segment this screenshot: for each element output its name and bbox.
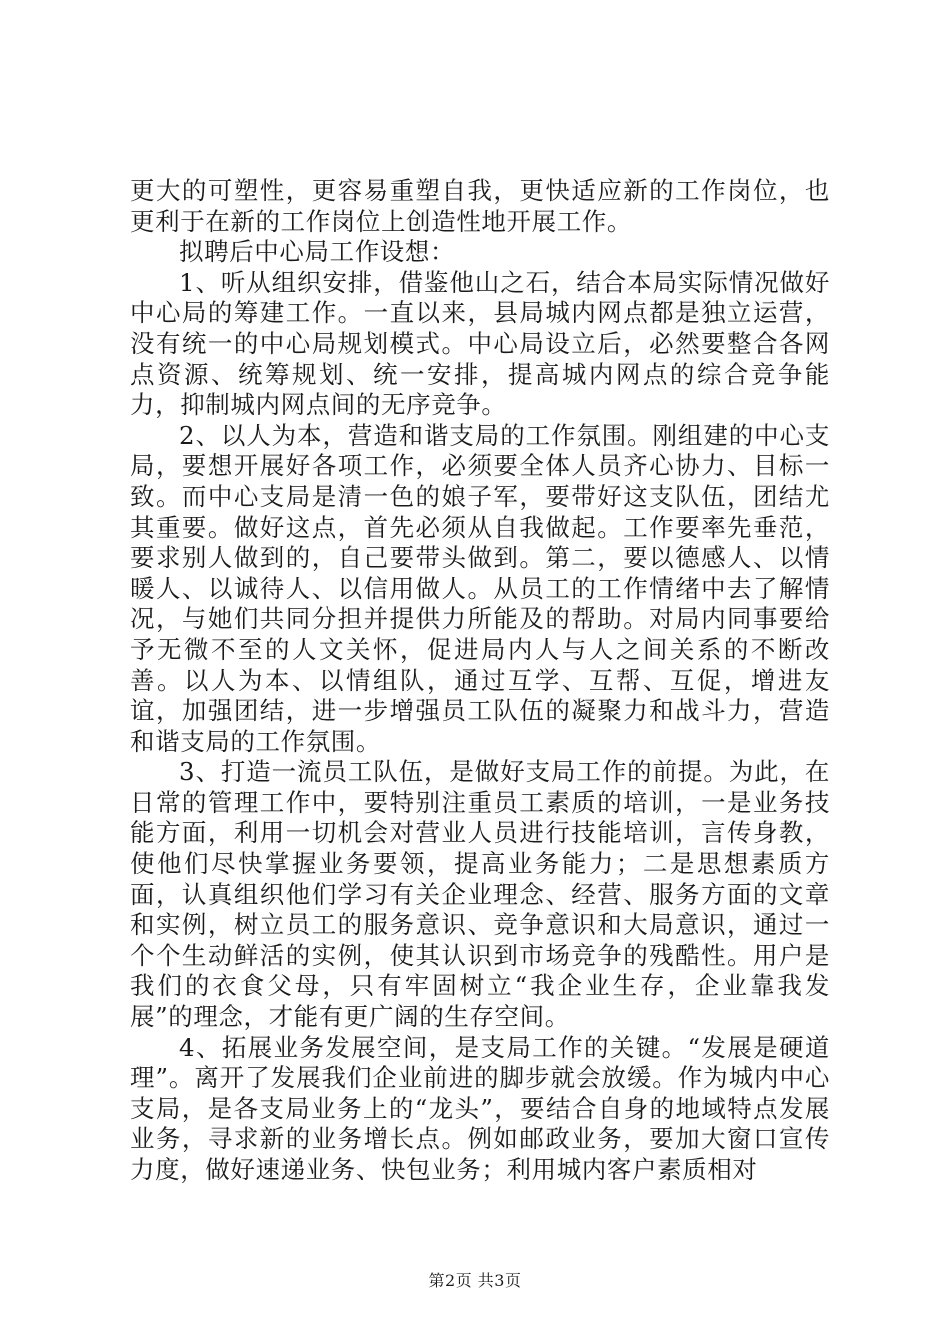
paragraph-continuation: 更大的可塑性，更容易重塑自我，更快适应新的工作岗位，也更利于在新的工作岗位上创造性地开展工作。	[130, 176, 830, 236]
document-body	[130, 176, 830, 1186]
paragraph-item-3: 3、打造一流员工队伍，是做好支局工作的前提。为此，在日常的管理工作中，要特别注重员工素质的培训，一是业务技能方面，利用一切机会对营业人员进行技能培训，言传身教，使他们尽快掌握业务要领，提高业务能力；二是思想素质方面，认真组织他们学习有关企业理念、经营、服务方面的文章和实例，树立员工的服务意识、竞争意识和大局意识，通过一个个生动鲜活的实例，使其认识到市场竞争的残酷性。用户是我们的衣食父母，只有牢固树立“我企业生存，企业靠我发展”的理念，才能有更广阔的生存空间。	[130, 757, 830, 1032]
page-footer: 第2页 共3页	[428, 1271, 522, 1290]
paragraph-item-4: 4、拓展业务发展空间，是支局工作的关键。“发展是硬道理”。离开了发展我们企业前进的脚步就会放缓。作为城内中心支局，是各支局业务上的“龙头”，要结合自身的地域特点发展业务，寻求新的业务增长点。例如邮政业务，要加大窗口宣传力度，做好速递业务、快包业务；利用城内客户素质相对	[130, 1032, 830, 1184]
paragraph-item-1: 1、听从组织安排，借鉴他山之石，结合本局实际情况做好中心局的筹建工作。一直以来，县局城内网点都是独立运营，没有统一的中心局规划模式。中心局设立后，必然要整合各网点资源、统筹规划、统一安排，提高城内网点的综合竞争能力，抑制城内网点间的无序竞争。	[130, 267, 830, 420]
paragraph-heading-plan: 拟聘后中心局工作设想：	[179, 237, 456, 267]
paragraph-item-2: 2、以人为本，营造和谐支局的工作氛围。刚组建的中心支局，要想开展好各项工作，必须要全体人员齐心协力、目标一致。而中心支局是清一色的娘子军，要带好这支队伍，团结尤其重要。做好这点，首先必须从自我做起。工作要率先垂范，要求别人做到的，自己要带头做到。第二，要以德感人、以情暖人、以诚待人、以信用做人。从员工的工作情绪中去了解情况，与她们共同分担并提供力所能及的帮助。对局内同事要给予无微不至的人文关怀，促进局内人与人之间关系的不断改善。以人为本、以情组队，通过互学、互帮、互促，增进友谊，加强团结，进一步增强员工队伍的凝聚力和战斗力，营造和谐支局的工作氛围。	[130, 420, 830, 756]
